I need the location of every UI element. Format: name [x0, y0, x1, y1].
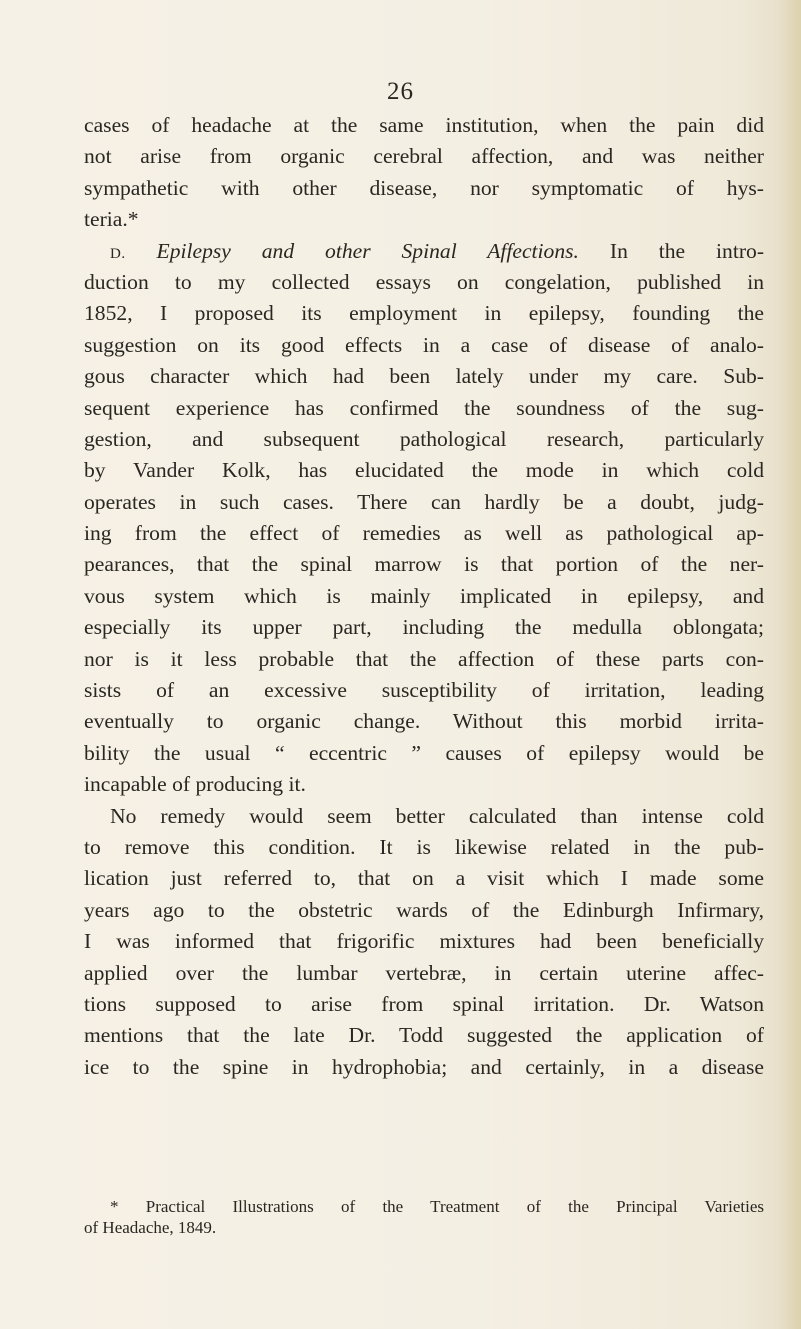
section-first-line-rest: In the intro- — [609, 238, 765, 263]
body-text — [84, 110, 764, 1083]
text-line: bility the usual “ eccentric ” causes of epilepsy would be — [84, 740, 764, 765]
text-line: especially its upper part, including the medulla oblongata; — [84, 615, 764, 640]
text-line: teria.* — [84, 207, 139, 232]
text-line: years ago to the obstetric wards of the Edinburgh Infirmary, — [84, 897, 764, 922]
section-title: Epilepsy and other Spinal Affections. — [156, 238, 579, 263]
text-line: gestion, and subsequent pathological research, particularly — [84, 426, 764, 451]
text-line: not arise from organic cerebral affection, and was neither — [84, 144, 764, 169]
footnote-line: * Practical Illustrations of the Treatment of the Principal Varieties — [110, 1197, 764, 1216]
text-line: cases of headache at the same institution, when the pain did — [84, 113, 764, 137]
text-line: I was informed that frigorific mixtures had been beneficially — [84, 929, 764, 954]
text-line: gous character which had been lately under my care. Sub- — [84, 364, 764, 389]
text-line: to remove this condition. It is likewise related in the pub- — [84, 834, 764, 859]
text-line: eventually to organic change. Without this morbid irrita- — [84, 709, 764, 734]
text-line: tions supposed to arise from spinal irritation. Dr. Watson — [84, 991, 764, 1016]
text-line: sequent experience has confirmed the soundness of the sug- — [84, 395, 764, 420]
footnote — [84, 1196, 764, 1238]
text-line: nor is it less probable that the affection of these parts con- — [84, 646, 764, 671]
text-line: No remedy would seem better calculated than intense cold — [110, 803, 764, 828]
text-line: by Vander Kolk, has elucidated the mode in which cold — [84, 458, 764, 483]
section-label: D. — [110, 245, 126, 262]
text-line: mentions that the late Dr. Todd suggested the application of — [84, 1023, 764, 1048]
text-line: lication just referred to, that on a visit which I made some — [84, 866, 764, 891]
text-line: ing from the effect of remedies as well as pathological ap- — [84, 521, 764, 546]
footnote-line: of Headache, 1849. — [84, 1218, 217, 1237]
text-line: 1852, I proposed its employment in epilepsy, founding the — [84, 301, 764, 326]
page-number: 26 — [387, 78, 414, 105]
text-line: incapable of producing it. — [84, 772, 306, 797]
text-line: operates in such cases. There can hardly be a doubt, judg- — [84, 489, 764, 514]
page-edge-stain — [779, 0, 801, 1329]
text-line: suggestion on its good effects in a case of disease of analo- — [84, 332, 764, 357]
text-line: ice to the spine in hydrophobia; and certainly, in a disease — [84, 1054, 764, 1079]
text-line: sists of an excessive susceptibility of irritation, leading — [84, 678, 764, 703]
text-line: pearances, that the spinal marrow is that portion of the ner- — [84, 552, 764, 577]
section-heading-line — [84, 236, 764, 267]
text-line: applied over the lumbar vertebræ, in certain uterine affec- — [84, 960, 764, 985]
text-line: vous system which is mainly implicated in epilepsy, and — [84, 583, 764, 608]
text-line: sympathetic with other disease, nor symptomatic of hys- — [84, 175, 764, 200]
text-line: duction to my collected essays on congelation, published in — [84, 269, 764, 294]
